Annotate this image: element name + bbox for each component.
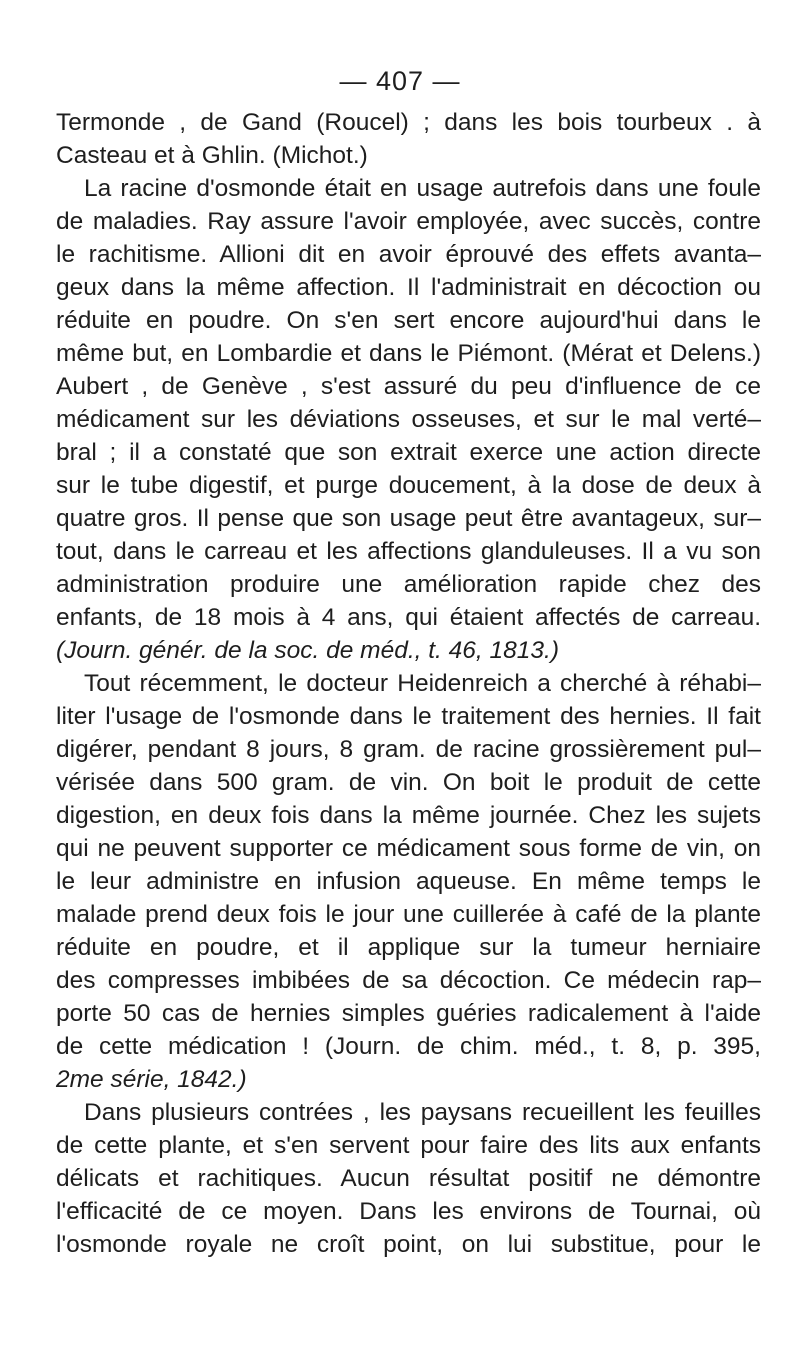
text-line: digérer, pendant 8 jours, 8 gram. de racine grossièrement pul– [56, 736, 761, 763]
text-line: liter l'usage de l'osmonde dans le traitement des hernies. Il fait [56, 703, 761, 730]
text-line: enfants, de 18 mois à 4 ans, qui étaient affectés de carreau. [56, 604, 761, 631]
page-number: — 407 — [339, 66, 461, 96]
citation-line: (Journ. génér. de la soc. de méd., t. 46, 1813.) [56, 637, 559, 664]
text-line: geux dans la même affection. Il l'administrait en décoction ou [56, 274, 761, 301]
text-line: sur le tube digestif, et purge doucement, à la dose de deux à [56, 472, 761, 499]
text-line: La racine d'osmonde était en usage autrefois dans une foule [84, 175, 761, 202]
text-line: l'osmonde royale ne croît point, on lui substitue, pour le [56, 1231, 761, 1258]
text-line: le leur administre en infusion aqueuse. En même temps le [56, 868, 761, 895]
text-line: Aubert , de Genève , s'est assuré du peu d'influence de ce [56, 373, 761, 400]
text-line: de cette plante, et s'en servent pour faire des lits aux enfants [56, 1132, 761, 1159]
text-line: porte 50 cas de hernies simples guéries radicalement à l'aide [56, 1000, 761, 1027]
text-line: Dans plusieurs contrées , les paysans recueillent les feuilles [84, 1099, 761, 1126]
text-line: Termonde , de Gand (Roucel) ; dans les bois tourbeux . à [56, 109, 761, 136]
text-line: réduite en poudre. On s'en sert encore aujourd'hui dans le [56, 307, 761, 334]
citation-line: 2me série, 1842.) [56, 1066, 247, 1093]
text-line: de maladies. Ray assure l'avoir employée, avec succès, contre [56, 208, 761, 235]
text-line: des compresses imbibées de sa décoction. Ce médecin rap– [56, 967, 761, 994]
text-line: digestion, en deux fois dans la même journée. Chez les sujets [56, 802, 761, 829]
text-line: de cette médication ! (Journ. de chim. méd., t. 8, p. 395, [56, 1033, 761, 1060]
text-line: Casteau et à Ghlin. (Michot.) [56, 142, 368, 169]
text-line: l'efficacité de ce moyen. Dans les environs de Tournai, où [56, 1198, 761, 1225]
text-line: administration produire une amélioration rapide chez des [56, 571, 761, 598]
text-line: bral ; il a constaté que son extrait exerce une action directe [56, 439, 761, 466]
text-line: délicats et rachitiques. Aucun résultat positif ne démontre [56, 1165, 761, 1192]
text-line: médicament sur les déviations osseuses, et sur le mal verté– [56, 406, 761, 433]
text-line: vérisée dans 500 gram. de vin. On boit le produit de cette [56, 769, 761, 796]
text-line: Tout récemment, le docteur Heidenreich a cherché à réhabi– [84, 670, 761, 697]
text-line: malade prend deux fois le jour une cuillerée à café de la plante [56, 901, 761, 928]
text-line: même but, en Lombardie et dans le Piémont. (Mérat et Delens.) [56, 340, 761, 367]
text-line: tout, dans le carreau et les affections glanduleuses. Il a vu son [56, 538, 761, 565]
text-line: le rachitisme. Allioni dit en avoir éprouvé des effets avanta– [56, 241, 761, 268]
text-line: réduite en poudre, et il applique sur la tumeur herniaire [56, 934, 761, 961]
text-line: quatre gros. Il pense que son usage peut être avantageux, sur– [56, 505, 761, 532]
text-line: qui ne peuvent supporter ce médicament sous forme de vin, on [56, 835, 761, 862]
